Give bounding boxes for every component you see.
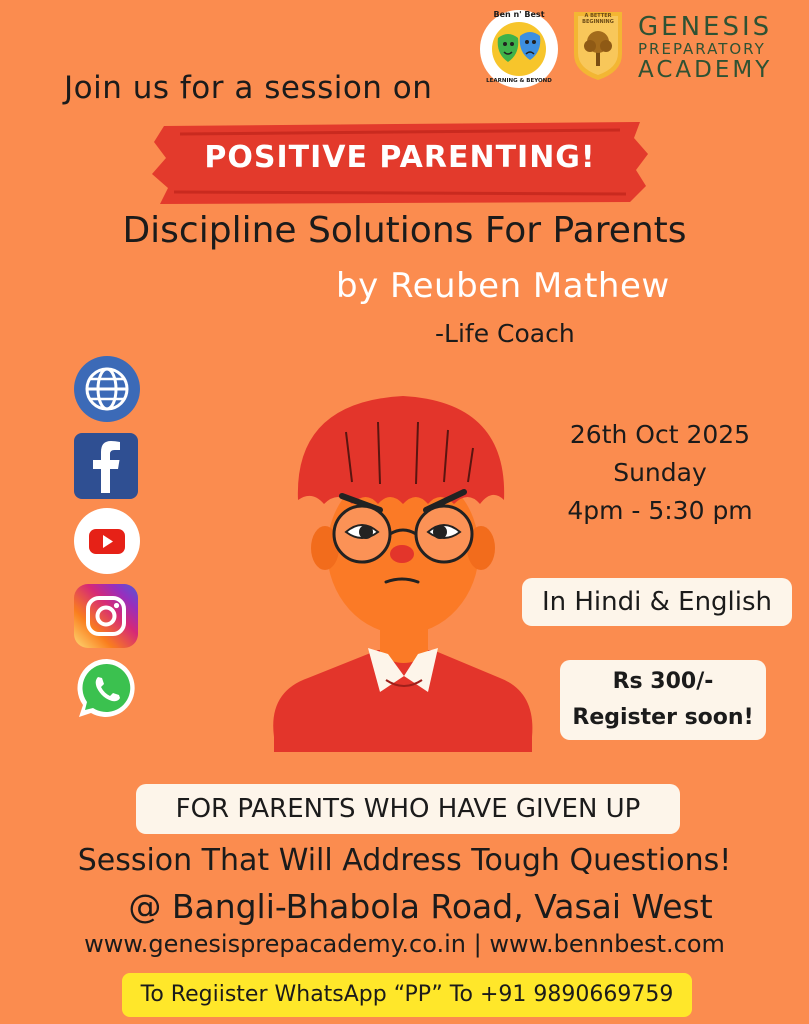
whatsapp-register-note: To Regiister WhatsApp “PP” To +91 9890669759 xyxy=(122,973,692,1017)
price-amount: Rs 300/- xyxy=(612,669,714,694)
speaker-name: by Reuben Mathew xyxy=(336,266,670,306)
genesis-line3: ACADEMY xyxy=(638,57,773,83)
instagram-icon[interactable] xyxy=(74,584,138,648)
event-time: 4pm - 5:30 pm xyxy=(567,496,753,525)
price-badge xyxy=(560,660,766,740)
session-tagline: Session That Will Address Tough Questions! xyxy=(77,843,732,878)
intro-text: Join us for a session on xyxy=(64,70,433,106)
event-date: 26th Oct 2025 xyxy=(569,420,751,449)
bennbest-logo-top-text: Ben n' Best xyxy=(493,10,545,19)
event-details xyxy=(560,416,760,530)
genesis-academy-logo xyxy=(570,8,802,88)
facebook-icon[interactable] xyxy=(74,433,138,499)
bennbest-logo-bottom-text: LEARNING & BEYOND xyxy=(486,78,552,84)
subtitle: Discipline Solutions For Parents xyxy=(122,210,687,251)
genesis-tagline: A BETTER BEGINNING xyxy=(582,13,614,25)
speaker-role: -Life Coach xyxy=(435,319,575,348)
language-badge: In Hindi & English xyxy=(522,578,792,626)
audience-badge: FOR PARENTS WHO HAVE GIVEN UP xyxy=(136,784,680,834)
genesis-line2: PREPARATORY xyxy=(638,40,766,58)
banner-title: POSITIVE PARENTING! xyxy=(204,140,596,175)
genesis-line1: GENESIS xyxy=(638,12,773,42)
venue-address: @ Bangli-Bhabola Road, Vasai West xyxy=(128,887,713,926)
bennbest-logo xyxy=(478,8,560,90)
website-links[interactable]: www.genesisprepacademy.co.in | www.bennbest.com xyxy=(84,930,725,958)
globe-icon[interactable] xyxy=(74,356,140,422)
title-banner xyxy=(150,118,650,206)
register-cta: Register soon! xyxy=(572,705,754,730)
angry-boy-illustration xyxy=(268,392,538,754)
youtube-icon[interactable] xyxy=(74,508,140,574)
whatsapp-icon[interactable] xyxy=(74,655,140,721)
event-day: Sunday xyxy=(613,458,707,487)
